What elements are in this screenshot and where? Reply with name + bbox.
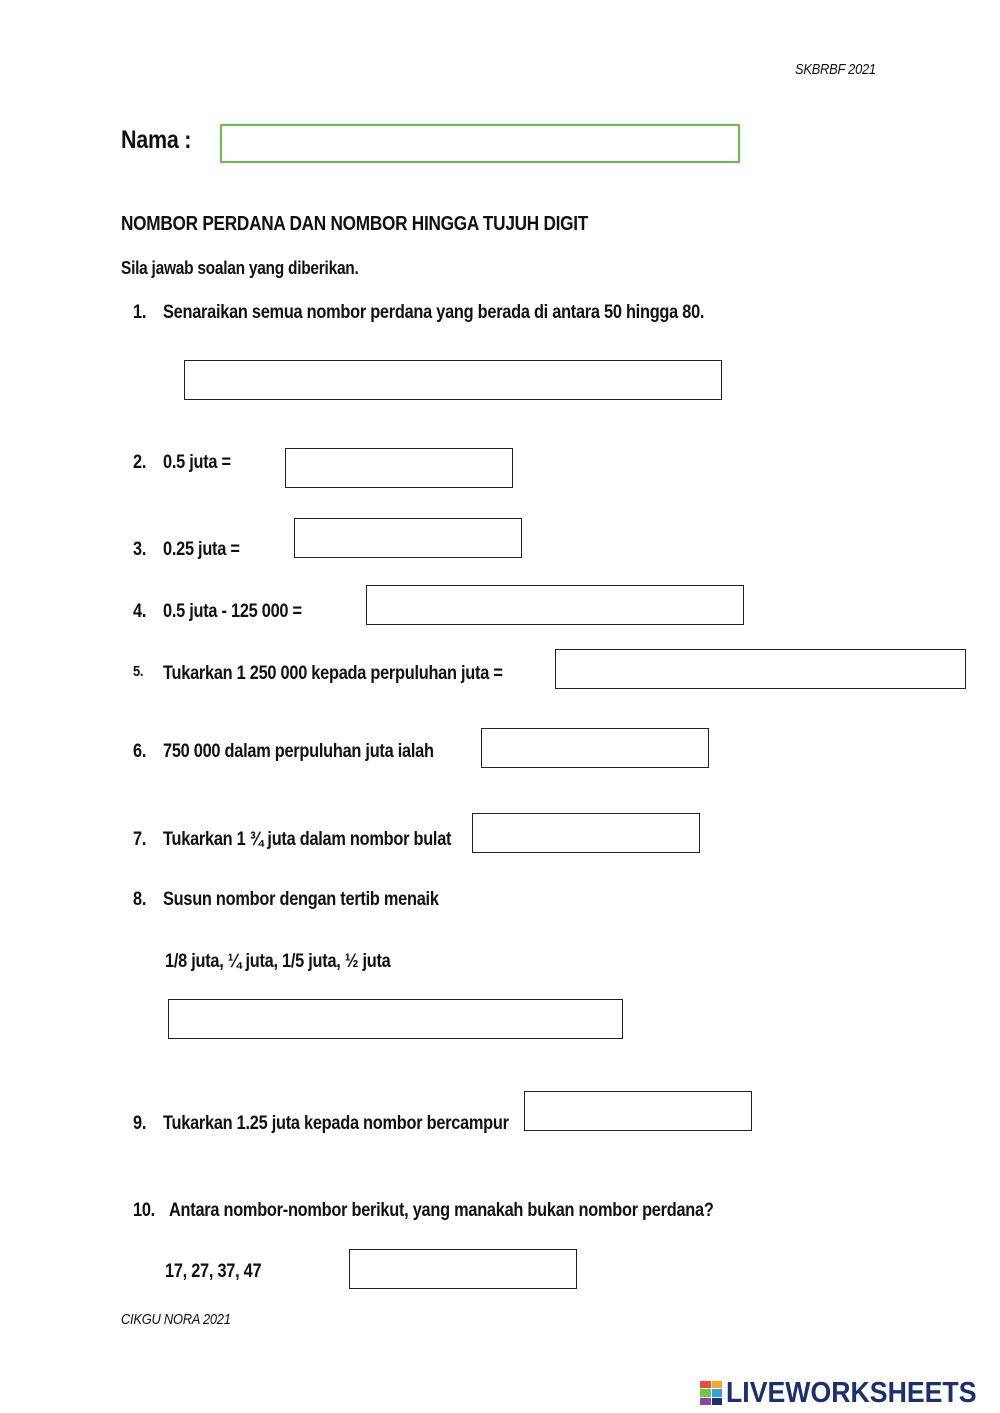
- answer-2-box[interactable]: [285, 448, 513, 488]
- question-9-number: 9.: [133, 1113, 147, 1134]
- question-8-number: 8.: [133, 889, 147, 910]
- answer-6-box[interactable]: [481, 728, 709, 768]
- question-10-text: Antara nombor-nombor berikut, yang manakah bukan nombor perdana?: [169, 1200, 714, 1221]
- question-8-text: Susun nombor dengan tertib menaik: [163, 889, 439, 910]
- answer-5-input[interactable]: [556, 650, 965, 688]
- answer-3-input[interactable]: [295, 519, 521, 557]
- name-input-box[interactable]: [220, 124, 740, 163]
- name-input[interactable]: [222, 126, 738, 161]
- question-9-text: Tukarkan 1.25 juta kepada nombor bercampur: [163, 1113, 509, 1134]
- answer-7-box[interactable]: [472, 813, 700, 853]
- answer-7-input[interactable]: [473, 814, 699, 852]
- header-code: SKBRBF 2021: [795, 61, 876, 78]
- instruction: Sila jawab soalan yang diberikan.: [121, 258, 359, 278]
- question-6-text: 750 000 dalam perpuluhan juta ialah: [163, 741, 434, 762]
- worksheet-title: NOMBOR PERDANA DAN NOMBOR HINGGA TUJUH DIGIT: [121, 213, 589, 235]
- answer-5-box[interactable]: [555, 649, 966, 689]
- answer-10-box[interactable]: [349, 1249, 577, 1289]
- answer-8-box[interactable]: [168, 999, 623, 1039]
- answer-6-input[interactable]: [482, 729, 708, 767]
- question-7-number: 7.: [133, 829, 147, 850]
- question-4-text: 0.5 juta - 125 000 =: [163, 601, 302, 622]
- answer-9-input[interactable]: [525, 1092, 751, 1130]
- question-2-text: 0.5 juta =: [163, 452, 231, 473]
- answer-4-box[interactable]: [366, 585, 744, 625]
- question-1-number: 1.: [133, 302, 147, 323]
- question-10-number: 10.: [133, 1200, 155, 1221]
- footer-credit: CIKGU NORA 2021: [121, 1311, 231, 1328]
- answer-1-input[interactable]: [185, 361, 721, 399]
- question-2-number: 2.: [133, 452, 147, 473]
- answer-10-input[interactable]: [350, 1250, 576, 1288]
- liveworksheets-logo[interactable]: [700, 1378, 998, 1408]
- question-5-number: 5.: [133, 663, 144, 680]
- liveworksheets-logo-text: LIVEWORKSHEETS: [726, 1376, 977, 1409]
- answer-8-input[interactable]: [169, 1000, 622, 1038]
- question-6-number: 6.: [133, 741, 147, 762]
- liveworksheets-logo-icon: [700, 1381, 722, 1405]
- answer-4-input[interactable]: [367, 586, 743, 624]
- question-10-numbers: 17, 27, 37, 47: [165, 1261, 262, 1282]
- question-3-number: 3.: [133, 539, 147, 560]
- answer-9-box[interactable]: [524, 1091, 752, 1131]
- question-7-text: Tukarkan 1 ¾ juta dalam nombor bulat: [163, 829, 452, 850]
- question-3-text: 0.25 juta =: [163, 539, 240, 560]
- answer-1-box[interactable]: [184, 360, 722, 400]
- name-label: Nama :: [121, 126, 192, 154]
- question-4-number: 4.: [133, 601, 147, 622]
- question-5-text: Tukarkan 1 250 000 kepada perpuluhan juta =: [163, 663, 503, 684]
- question-8-numbers: 1/8 juta, ¼ juta, 1/5 juta, ½ juta: [165, 951, 391, 972]
- answer-2-input[interactable]: [286, 449, 512, 487]
- answer-3-box[interactable]: [294, 518, 522, 558]
- question-1-text: Senaraikan semua nombor perdana yang berada di antara 50 hingga 80.: [163, 302, 705, 323]
